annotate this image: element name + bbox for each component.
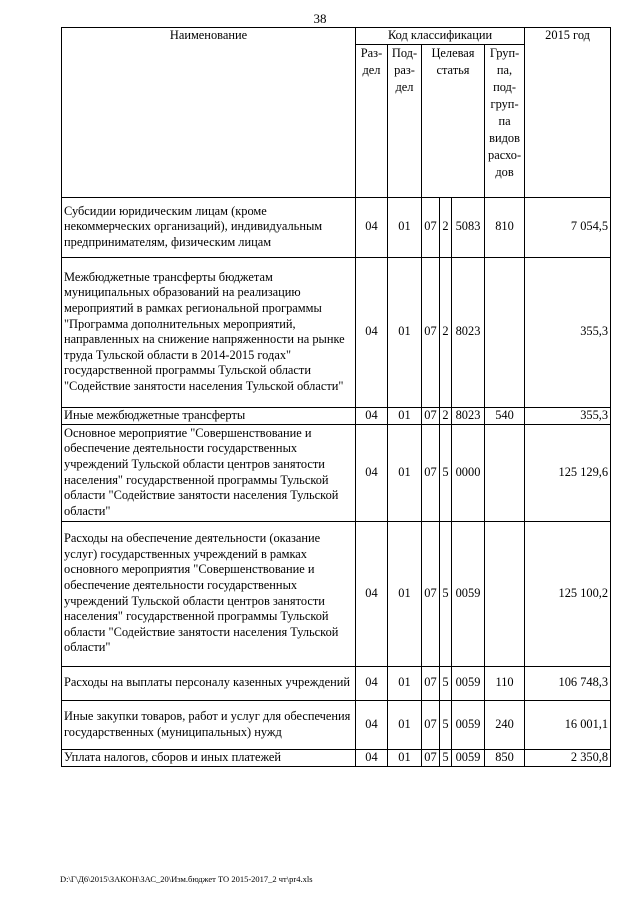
- row-target-subprogram: 5: [440, 424, 452, 521]
- row-target-code: 0000: [452, 424, 485, 521]
- row-target-code: 0059: [452, 666, 485, 700]
- row-group: [485, 424, 525, 521]
- header-name: Наименование: [62, 28, 356, 198]
- row-name: Межбюджетные трансферты бюджетам муниципальных образований на реализацию мероприятий в рамках региональной программы "Программа дополнительных мероприятий, направленных на снижение напряженности на рынке труда Тульской области в 2014-2015 годах" государственной программы Тульской области "Содействие занятости населения Тульской области": [62, 257, 356, 407]
- row-section: 04: [356, 257, 388, 407]
- row-name: Субсидии юридическим лицам (кроме некоммерческих организаций), индивидуальным предпринимателям, физическим лицам: [62, 197, 356, 257]
- row-target-program: 07: [422, 424, 440, 521]
- row-subsection: 01: [388, 666, 422, 700]
- table-row: [62, 749, 611, 766]
- row-name: Расходы на обеспечение деятельности (оказание услуг) государственных учреждений в рамках основного мероприятия "Совершенствование и обеспечение деятельности государственных учреждений Тульской области центров занятости населения" государственной программы Тульской области "Содействие занятости населения Тульской области": [62, 521, 356, 666]
- row-target-code: 5083: [452, 197, 485, 257]
- row-group: 810: [485, 197, 525, 257]
- table-row: [62, 407, 611, 424]
- header-code: Код классификации: [356, 28, 525, 45]
- header-section: Раз- дел: [356, 44, 388, 197]
- row-name: Иные межбюджетные трансферты: [62, 407, 356, 424]
- row-target-subprogram: 2: [440, 197, 452, 257]
- row-target-subprogram: 2: [440, 257, 452, 407]
- row-amount: 7 054,5: [525, 197, 611, 257]
- row-amount: 16 001,1: [525, 700, 611, 749]
- row-target-code: 0059: [452, 521, 485, 666]
- header-group: Груп- па, под- груп- па видов расхо- дов: [485, 44, 525, 197]
- table-row: [62, 197, 611, 257]
- row-group: [485, 257, 525, 407]
- row-name: Иные закупки товаров, работ и услуг для обеспечения государственных (муниципальных) нужд: [62, 700, 356, 749]
- row-group: 110: [485, 666, 525, 700]
- row-section: 04: [356, 424, 388, 521]
- row-amount: 355,3: [525, 407, 611, 424]
- table-row: [62, 666, 611, 700]
- row-subsection: 01: [388, 407, 422, 424]
- row-section: 04: [356, 197, 388, 257]
- row-target-subprogram: 5: [440, 521, 452, 666]
- row-subsection: 01: [388, 257, 422, 407]
- row-target-subprogram: 2: [440, 407, 452, 424]
- header-year: 2015 год: [525, 28, 611, 198]
- table-row: [62, 700, 611, 749]
- row-group: 540: [485, 407, 525, 424]
- row-target-program: 07: [422, 257, 440, 407]
- table-row: [62, 521, 611, 666]
- row-name: Расходы на выплаты персоналу казенных учреждений: [62, 666, 356, 700]
- row-target-code: 0059: [452, 749, 485, 766]
- row-amount: 2 350,8: [525, 749, 611, 766]
- row-target-code: 8023: [452, 407, 485, 424]
- footer-file-path: D:\Г\Д6\2015\ЗАКОН\ЗАС_20\Изм.бюджет ТО 2015-2017_2 чт\pr4.xls: [60, 874, 313, 884]
- row-subsection: 01: [388, 700, 422, 749]
- row-section: 04: [356, 521, 388, 666]
- header-subsection: Под- раз- дел: [388, 44, 422, 197]
- row-target-subprogram: 5: [440, 666, 452, 700]
- table-header: [62, 28, 611, 198]
- row-name: Основное мероприятие "Совершенствование и обеспечение деятельности государственных учреждений Тульской области центров занятости населения" государственной программы Тульской области "Содействие занятости населения Тульской области": [62, 424, 356, 521]
- budget-table: [61, 27, 611, 767]
- row-target-program: 07: [422, 666, 440, 700]
- row-target-subprogram: 5: [440, 700, 452, 749]
- row-name: Уплата налогов, сборов и иных платежей: [62, 749, 356, 766]
- row-section: 04: [356, 407, 388, 424]
- row-amount: 125 129,6: [525, 424, 611, 521]
- header-target: Целевая статья: [422, 44, 485, 197]
- row-section: 04: [356, 666, 388, 700]
- row-subsection: 01: [388, 197, 422, 257]
- row-group: 240: [485, 700, 525, 749]
- row-group: 850: [485, 749, 525, 766]
- row-group: [485, 521, 525, 666]
- row-amount: 355,3: [525, 257, 611, 407]
- row-amount: 106 748,3: [525, 666, 611, 700]
- row-target-program: 07: [422, 407, 440, 424]
- row-subsection: 01: [388, 424, 422, 521]
- row-target-program: 07: [422, 749, 440, 766]
- row-target-program: 07: [422, 197, 440, 257]
- row-target-code: 8023: [452, 257, 485, 407]
- table-body: [62, 197, 611, 766]
- row-subsection: 01: [388, 749, 422, 766]
- row-section: 04: [356, 749, 388, 766]
- row-amount: 125 100,2: [525, 521, 611, 666]
- row-section: 04: [356, 700, 388, 749]
- table-row: [62, 424, 611, 521]
- row-subsection: 01: [388, 521, 422, 666]
- page-number: 38: [313, 11, 327, 26]
- row-target-subprogram: 5: [440, 749, 452, 766]
- table-row: [62, 257, 611, 407]
- row-target-code: 0059: [452, 700, 485, 749]
- row-target-program: 07: [422, 521, 440, 666]
- row-target-program: 07: [422, 700, 440, 749]
